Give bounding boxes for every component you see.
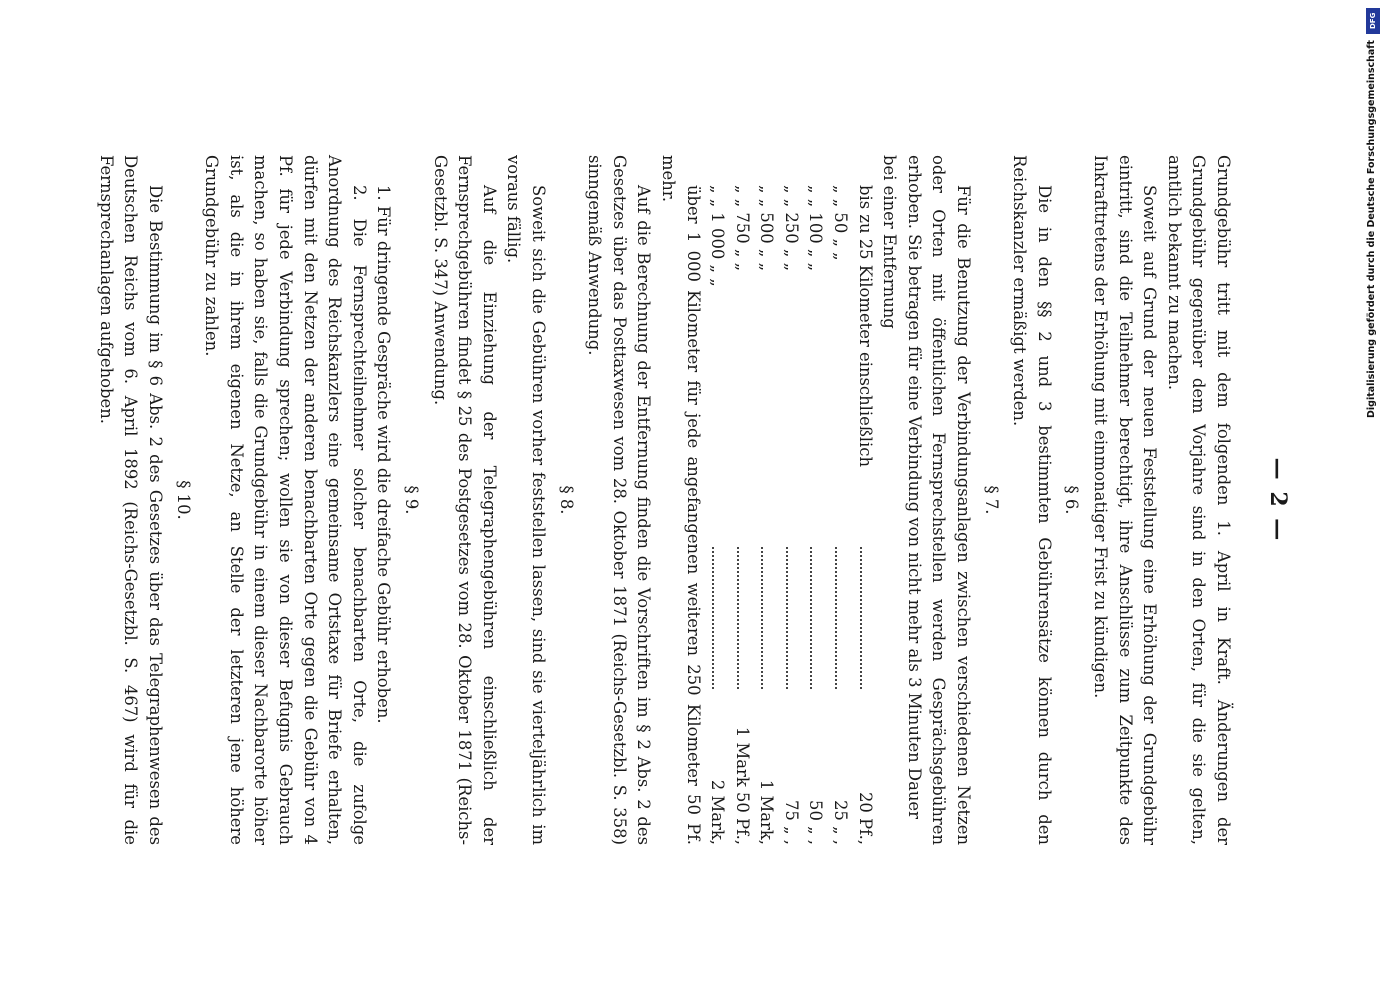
fee-row [828, 155, 853, 845]
fee-amount: 25 „ , [831, 800, 851, 845]
fee-row [754, 155, 779, 845]
section-7-over-distance: über 1 000 Kilometer für jede angefangenen weiteren 250 Kilometer 50 Pf. mehr. [658, 155, 703, 845]
section-7-text: Für die Benutzung der Verbindungsanlagen zwischen verschiedenen Netzen oder Orten mit öffentlichen Fernsprechstellen werden Gesprächsgebühren erhoben. Sie betragen für eine Verbindung von nicht mehr als 3 Minuten Dauer [904, 155, 974, 845]
fee-distance: bis zu 25 Kilometer einschließlich [855, 185, 875, 467]
page-number: — 2 — [1265, 457, 1291, 543]
section-7-distance-label: bei einer Entfernung [880, 155, 900, 329]
fee-distance: „ „ 500 „ „ [757, 185, 777, 272]
fee-row [705, 155, 730, 845]
section-8-text: Soweit sich die Gebühren vorher feststellen lassen, sind sie vierteljährlich im voraus fällig. [504, 155, 548, 845]
dot-leader [737, 547, 739, 689]
section-10-heading: § 10. [173, 480, 193, 520]
section-7-calculation: Auf die Berechnung der Entfernung finden die Vorschriften im § 2 Abs. 2 des Gesetzes über das Posttaxwesen vom 28. Oktober 1871 (Reichs-Gesetzbl. S. 358) sinngemäß Anwendung. [585, 155, 654, 845]
fee-distance: „ „ 50 „ „ [831, 185, 851, 261]
fee-amount: 1 Mark 50 Pf., [732, 726, 752, 845]
dot-leader [860, 547, 862, 689]
section-7-heading: § 7. [981, 485, 1001, 515]
paragraph-intro: Grundgebühr tritt mit dem folgenden 1. April in Kraft. Änderungen der Grundgebühr gegenüber dem Vorjahre sind in den Orten, für die sie gelten, amtlich bekannt zu machen. [1164, 155, 1233, 845]
fee-distance: „ „ 250 „ „ [781, 185, 801, 272]
dfg-attribution [1366, 8, 1380, 992]
fee-row [852, 155, 877, 845]
fee-amount: 50 „ , [806, 800, 826, 845]
dot-leader [786, 547, 788, 689]
fee-row [778, 155, 803, 845]
paragraph-increase: Soweit auf Grund der neuen Feststellung eine Erhöhung der Grundgebühr eintritt, sind die Teilnehmer berechtigt, ihre Anschlüsse zum Zeitpunkte des Inkrafttretens der Erhöhung mit einmonatiger Frist zu kündigen. [1091, 155, 1160, 845]
dfg-logo: DFG [1366, 8, 1380, 34]
fee-row [803, 155, 828, 845]
fee-amount: 20 Pf., [855, 792, 875, 845]
section-8-heading: § 8. [556, 485, 576, 515]
section-9-item-1: 1. Für dringende Gespräche wird die dreifache Gebühr erhoben. [374, 185, 394, 724]
fee-distance: „ „ 100 „ „ [806, 185, 826, 272]
fee-distance: „ „ 750 „ „ [732, 185, 752, 272]
section-9-heading: § 9. [402, 485, 421, 515]
section-6-heading: § 6. [1062, 485, 1082, 515]
dot-leader [712, 547, 714, 689]
fee-amount: 1 Mark, [757, 779, 777, 845]
fee-table [705, 155, 877, 845]
section-6-text: Die in den §§ 2 und 3 bestimmten Gebührensätze können durch den Reichskanzler ermäßigt werden. [1010, 155, 1054, 845]
fee-amount: 2 Mark, [708, 779, 728, 845]
dot-leader [811, 547, 813, 689]
dfg-credit-text: Digitalisierung gefördert durch die Deutsche Forschungsgemeinschaft [1366, 40, 1377, 418]
fee-distance: „ „ 1 000 „ „ [708, 185, 728, 287]
fee-row [729, 155, 754, 845]
dot-leader [761, 547, 763, 689]
section-9-item-2: 2. Die Fernsprechteilnehmer solcher benachbarten Orte, die zufolge Anordnung des Reichskanzlers eine gemeinsame Ortstaxe für Briefe erhalten, dürfen mit den Netzen der anderen benachbarten Orte gegen die Gebühr von 4 Pf. für jede Verbindung sprechen; wollen sie von dieser Befugnis Gebrauch machen, so haben sie, falls die Grundgebühr in einem dieser Nachbarorte höher ist, als die in ihrem eigenen Netze, an Stelle der letzteren jene höhere Grundgebühr zu zahlen. [202, 155, 369, 845]
document-body [93, 155, 1235, 845]
dot-leader [835, 547, 837, 689]
section-8-collection: Auf die Einziehung der Telegraphengebühren einschließlich der Fernsprechgebühren findet § 25 des Postgesetzes vom 28. Oktober 1871 (Reichs-Gesetzbl. S. 347) Anwendung. [430, 155, 499, 845]
section-10-text: Die Bestimmung im § 6 Abs. 2 des Gesetzes über das Telegraphenwesen des Deutschen Reichs vom 6. April 1892 (Reichs-Gesetzbl. S. 467) wird für die Fernsprechanlagen aufgehoben. [96, 155, 166, 845]
fee-amount: 75 „ , [781, 800, 801, 845]
